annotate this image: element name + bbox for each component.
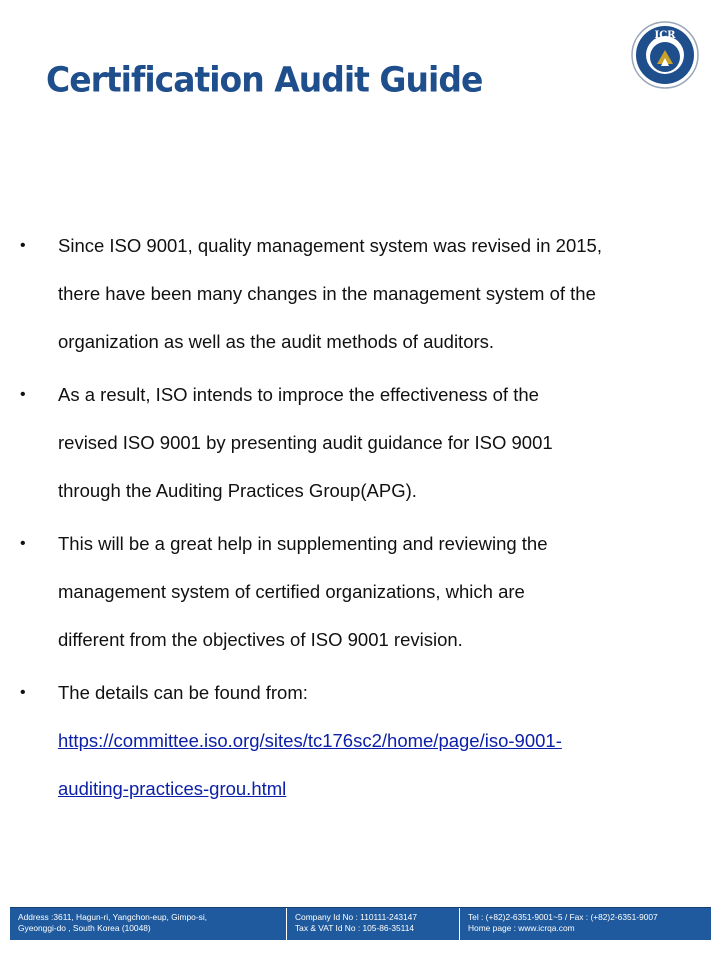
list-item [20, 222, 690, 366]
logo-text: ICR [654, 30, 676, 41]
bullet-line: there have been many changes in the management system of the [58, 283, 596, 304]
footer-address [10, 908, 286, 940]
bullet-icon: • [20, 684, 26, 701]
footer-company-ids [286, 908, 459, 940]
bullet-line: organization as well as the audit methods of auditors. [58, 331, 495, 352]
bullet-line: As a result, ISO intends to improce the effectiveness of the [58, 384, 539, 405]
bullet-line: This will be a great help in supplementing and reviewing the [58, 533, 548, 554]
bullet-line: The details can be found from: [58, 682, 308, 703]
footer-text: Tel : (+82)2-6351-9001~5 / Fax : (+82)2-6351-9007 [468, 912, 658, 922]
apg-link[interactable]: auditing-practices-grou.html [58, 778, 287, 799]
bullet-line: management system of certified organizations, which are [58, 581, 525, 602]
bullet-line: revised ISO 9001 by presenting audit guidance for ISO 9001 [58, 432, 553, 453]
list-item [20, 371, 690, 515]
footer-text: Tax & VAT Id No : 105-86-35114 [295, 923, 415, 933]
footer-text: Gyeonggi-do , South Korea (10048) [18, 923, 151, 933]
list-item [20, 669, 690, 813]
list-item [20, 520, 690, 664]
footer-text: Address :3611, Hagun-ri, Yangchon-eup, Gimpo-si, [18, 912, 208, 922]
footer-text: Home page : www.icrqa.com [468, 923, 575, 933]
page-title: Certification Audit Guide [46, 59, 483, 100]
footer-text: Company Id No : 110111-243147 [295, 912, 417, 922]
bullet-line: through the Auditing Practices Group(APG). [58, 480, 417, 501]
bullet-list [20, 222, 690, 818]
apg-link[interactable]: https://committee.iso.org/sites/tc176sc2/home/page/iso-9001- [58, 730, 562, 751]
bullet-icon: • [20, 237, 26, 254]
bullet-icon: • [20, 535, 26, 552]
footer-bar [10, 907, 711, 940]
icr-logo-icon [630, 20, 700, 90]
bullet-line: different from the objectives of ISO 9001 revision. [58, 629, 463, 650]
footer-contact [459, 908, 711, 940]
bullet-icon: • [20, 386, 26, 403]
bullet-line: Since ISO 9001, quality management system was revised in 2015, [58, 235, 602, 256]
